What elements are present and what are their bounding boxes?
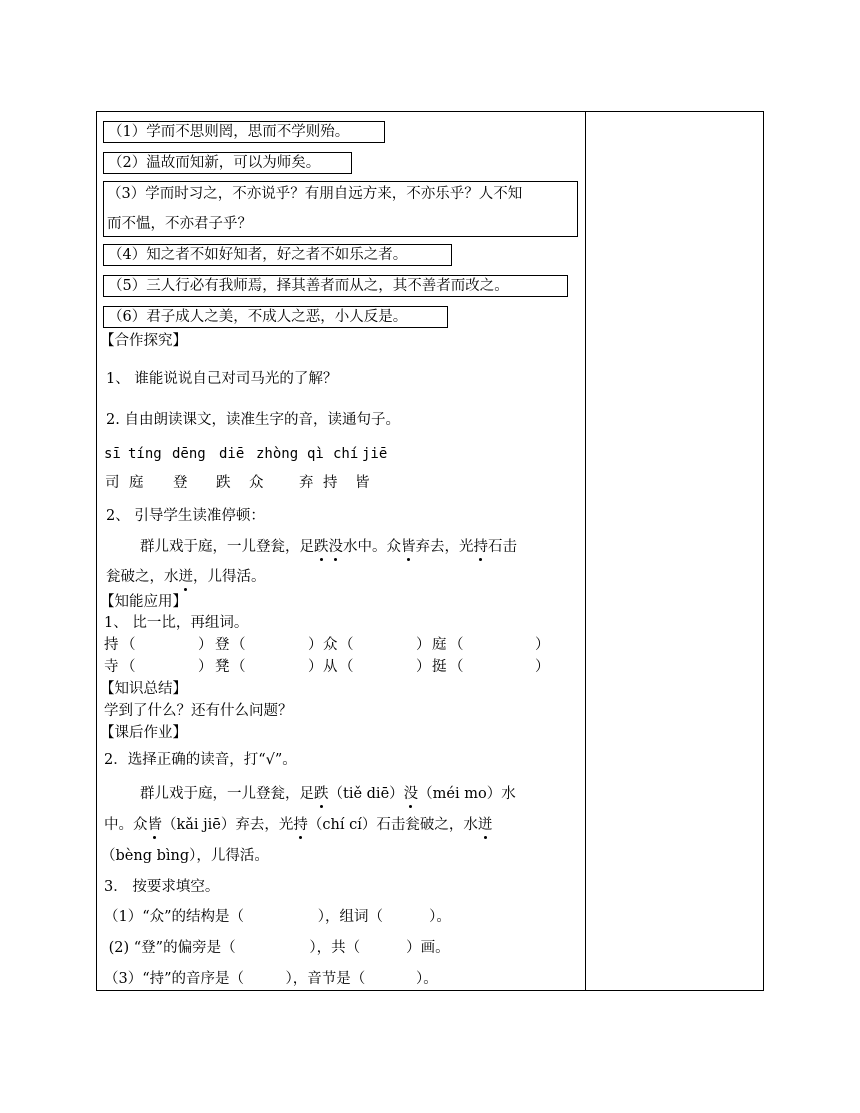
compare-char-1-3: 众 [323,637,338,653]
compare-blank: ） [416,637,431,653]
compare-blank: ） [198,659,213,675]
section-heading-homework: 【课后作业】 [100,725,187,741]
char-7: 皆 [355,475,370,491]
compare-blank: ） [308,637,323,653]
cooperate-item-2: 2. 自由朗读课文，读准生字的音，读通句子。 [106,412,400,428]
char-5: 弃 [299,475,314,491]
homework-item-3: 3． 按要求填空。 [104,879,220,895]
compare-blank: ） [416,659,431,675]
char-2: 登 [173,475,188,491]
compare-blank: ） [308,659,323,675]
char-0: 司 [105,475,120,491]
fill-blank-3: （3）“持”的音序是（ ），音节是（ ）。 [104,971,438,987]
compare-blank: （ [121,659,136,675]
pinyin-1: tíng [128,446,162,462]
homework-passage-line-3: （bèng bìng），儿得活。 [101,848,269,864]
homework-passage-line-2: 中。众皆（kǎi jiē）弃去，光持（chí cí）石击瓮破之，水迸 [104,817,493,833]
compare-char-2-2: 凳 [215,659,230,675]
compare-blank: （ [449,637,464,653]
pinyin-0: sī [104,446,121,462]
compare-blank: ） [535,637,550,653]
compare-blank: （ [231,659,246,675]
cooperate-item-3: 2、 引导学生读准停顿： [106,508,265,524]
quote-2: （2）温故而知新，可以为师矣。 [103,152,352,174]
fill-blank-2: (2) “登”的偏旁是（ ），共（ ）画。 [104,940,450,956]
compare-blank: （ [121,637,136,653]
quote-1: （1）学而不思则罔，思而不学则殆。 [103,121,385,143]
summary-text: 学到了什么？还有什么问题？ [104,703,293,719]
passage-line-1: 群儿戏于庭，一儿登瓮，足跌没水中。众皆弃去，光持石击 [140,539,517,555]
char-6: 持 [323,475,338,491]
quote-3-line1: （3）学而时习之，不亦说乎？有朋自远方来，不亦乐乎？人不知 [107,186,523,202]
compare-blank: （ [449,659,464,675]
cooperate-item-1: 1、 谁能说说自己对司马光的了解？ [106,371,338,387]
section-heading-summary: 【知识总结】 [100,681,187,697]
char-1: 庭 [129,475,144,491]
compare-blank: （ [231,637,246,653]
compare-char-1-2: 登 [215,637,230,653]
pinyin-4: zhòng [256,446,299,462]
compare-char-1-1: 持 [104,637,119,653]
compare-blank: （ [339,659,354,675]
passage-line-2: 瓮破之，水迸，儿得活。 [106,569,266,585]
compare-char-2-4: 挺 [432,659,447,675]
pinyin-5: qì [307,446,324,462]
pinyin-7: jiē [362,446,388,462]
char-4: 众 [249,475,264,491]
compare-blank: （ [339,637,354,653]
pinyin-6: chí [333,446,359,462]
section-heading-cooperate: 【合作探究】 [100,333,187,349]
section-heading-apply: 【知能应用】 [100,594,187,610]
quote-4: （4）知之者不如好知者，好之者不如乐之者。 [103,244,452,266]
compare-char-2-1: 寺 [104,659,119,675]
quote-3-line2: 而不愠，不亦君子乎？ [107,216,252,232]
pinyin-2: dēng [172,446,206,462]
compare-char-2-3: 从 [323,659,338,675]
char-3: 跌 [216,475,231,491]
apply-item-1: 1、 比一比，再组词。 [104,615,249,631]
table-column-divider [585,111,586,991]
compare-blank: ） [198,637,213,653]
quote-6: （6）君子成人之美，不成人之恶，小人反是。 [103,306,448,328]
compare-char-1-4: 庭 [432,637,447,653]
quote-5: （5）三人行必有我师焉，择其善者而从之，其不善者而改之。 [103,275,568,297]
homework-passage-line-1: 群儿戏于庭，一儿登瓮，足跌（tiě diē）没（méi mo）水 [140,786,516,802]
pinyin-3: diē [219,446,245,462]
compare-blank: ） [535,659,550,675]
homework-item-2: 2．选择正确的读音，打“√”。 [104,752,297,768]
fill-blank-1: （1）“众”的结构是（ ），组词（ ）。 [104,909,451,925]
